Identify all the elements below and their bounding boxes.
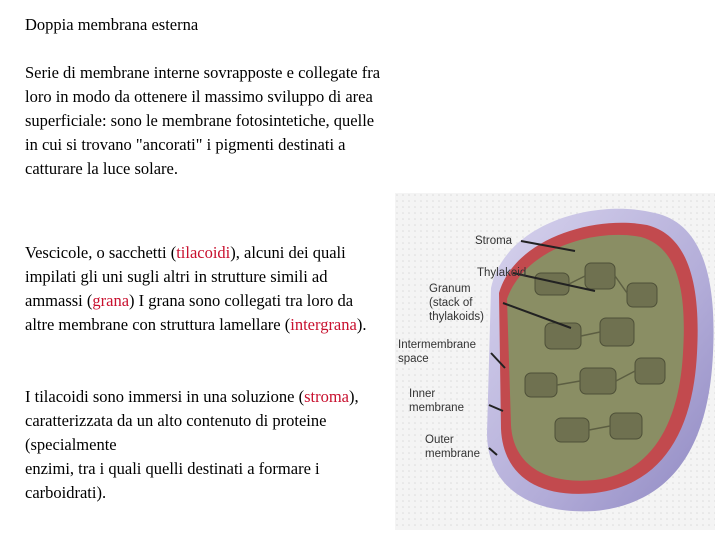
- text-span: I tilacoidi sono immersi in una soluzione (: [25, 387, 305, 406]
- label-inner-membrane: Inner: [409, 388, 436, 400]
- text-span: ).: [356, 315, 367, 334]
- label-granum: (stack of: [429, 297, 473, 309]
- chloroplast-diagram: [395, 193, 715, 530]
- text-span: caratterizzata da un alto contenuto di proteine (specialmente: [25, 411, 327, 454]
- label-stroma: Stroma: [475, 235, 513, 247]
- paragraph-stroma: [25, 385, 395, 505]
- label-thylakoid: Thylakoid: [477, 267, 527, 279]
- label-outer-membrane: Outer: [425, 434, 454, 446]
- label-intermembrane-space: space: [398, 353, 429, 365]
- text-span: ),: [349, 387, 359, 406]
- keyword-grana: grana: [92, 291, 130, 310]
- paragraph-thylakoids: [25, 241, 385, 337]
- keyword-tilacoidi: tilacoidi: [176, 243, 231, 262]
- text-span: Vescicole, o sacchetti (: [25, 243, 177, 262]
- text-span: ), alcuni dei quali impilati gli uni sugli altri in strutture simili ad ammassi (: [25, 243, 346, 310]
- text-span: enzimi, tra i quali quelli destinati a formare i carboidrati).: [25, 459, 320, 502]
- heading-text: Doppia membrana esterna: [25, 15, 199, 34]
- label-granum: Granum: [429, 283, 471, 295]
- label-inner-membrane: membrane: [409, 402, 464, 414]
- label-granum: thylakoids): [429, 311, 484, 323]
- paragraph-inner-membranes: Serie di membrane interne sovrapposte e collegate fra loro in modo da ottenere il massimo sviluppo di area superficiale: sono le membrane fotosintetiche, quelle in cui si trovano "ancorati" i pigmenti destinati a catturare la luce solare.: [25, 63, 381, 178]
- label-outer-membrane: membrane: [425, 448, 480, 460]
- text-span: ) I grana sono collegati tra loro da altre membrane con struttura lamellare (: [25, 291, 354, 334]
- label-intermembrane-space: Intermembrane: [398, 339, 476, 351]
- keyword-intergrana: intergrana: [290, 315, 357, 334]
- keyword-stroma: stroma: [304, 387, 349, 406]
